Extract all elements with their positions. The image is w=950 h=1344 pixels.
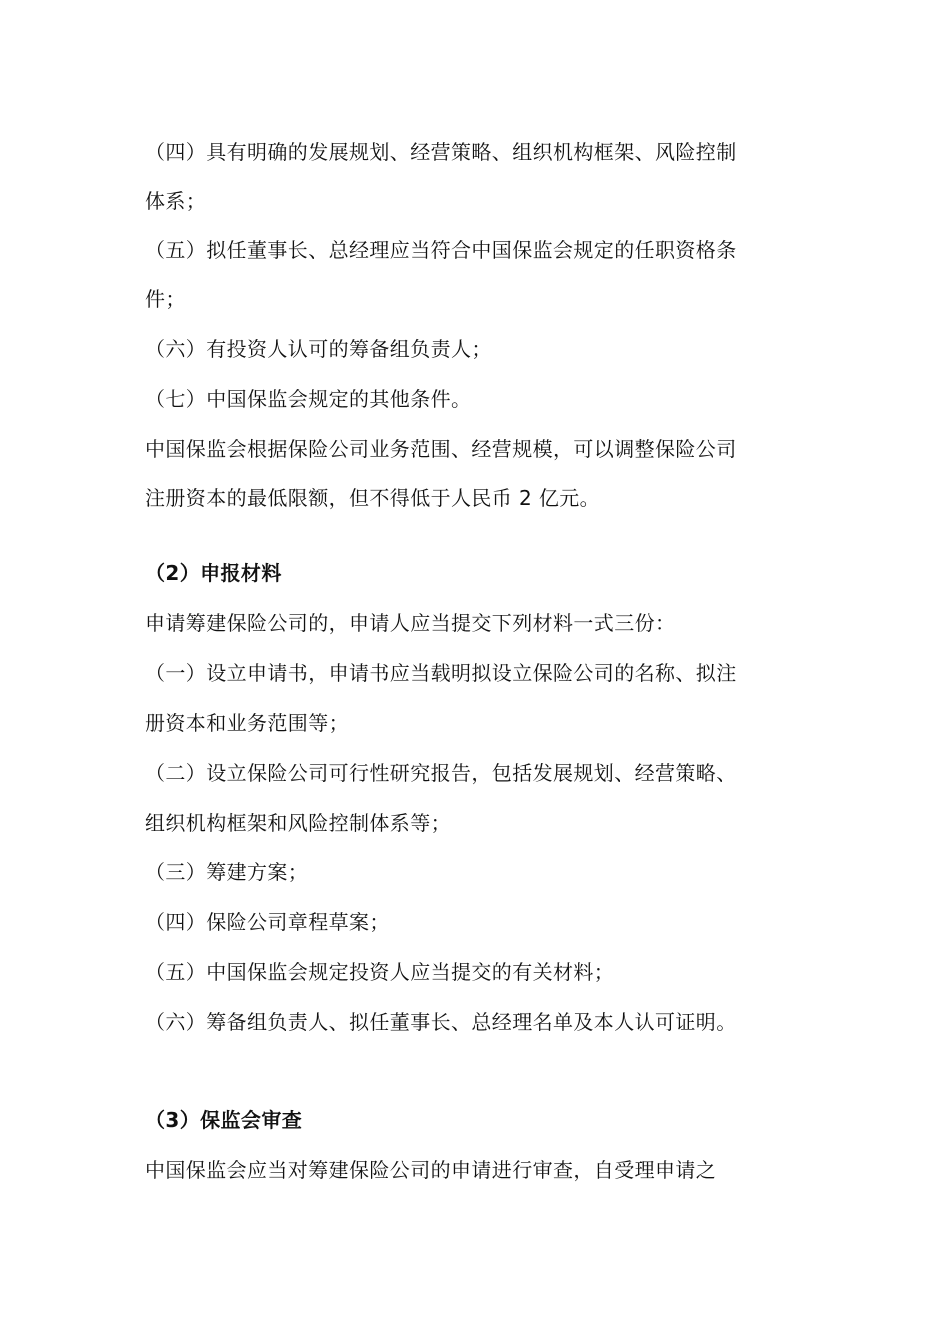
paragraph-line: （三）筹建方案；	[145, 860, 309, 884]
paragraph-line: 中国保监会应当对筹建保险公司的申请进行审查，自受理申请之	[145, 1158, 717, 1182]
paragraph-line: 注册资本的最低限额，但不得低于人民币 2 亿元。	[145, 486, 601, 510]
paragraph-line: 册资本和业务范围等；	[145, 711, 349, 735]
paragraph-line: （四）具有明确的发展规划、经营策略、组织机构框架、风险控制	[145, 140, 737, 164]
paragraph-line: 体系；	[145, 189, 207, 213]
paragraph-line: 组织机构框架和风险控制体系等；	[145, 811, 451, 835]
paragraph-line: （五）拟任董事长、总经理应当符合中国保监会规定的任职资格条	[145, 238, 737, 262]
paragraph-line: （六）有投资人认可的筹备组负责人；	[145, 337, 492, 361]
paragraph-line: （四）保险公司章程草案；	[145, 910, 390, 934]
paragraph-line: （一）设立申请书，申请书应当载明拟设立保险公司的名称、拟注	[145, 661, 737, 685]
paragraph-line: （二）设立保险公司可行性研究报告，包括发展规划、经营策略、	[145, 761, 737, 785]
paragraph-line: 申请筹建保险公司的，申请人应当提交下列材料一式三份：	[145, 611, 676, 635]
paragraph-line: （六）筹备组负责人、拟任董事长、总经理名单及本人认可证明。	[145, 1010, 737, 1034]
section-heading: （2）申报材料	[145, 561, 282, 585]
paragraph-line: 中国保监会根据保险公司业务范围、经营规模，可以调整保险公司	[145, 437, 737, 461]
section-heading: （3）保监会审查	[145, 1108, 303, 1132]
paragraph-line: 件；	[145, 287, 186, 311]
paragraph-line: （七）中国保监会规定的其他条件。	[145, 387, 472, 411]
paragraph-line: （五）中国保监会规定投资人应当提交的有关材料；	[145, 960, 615, 984]
